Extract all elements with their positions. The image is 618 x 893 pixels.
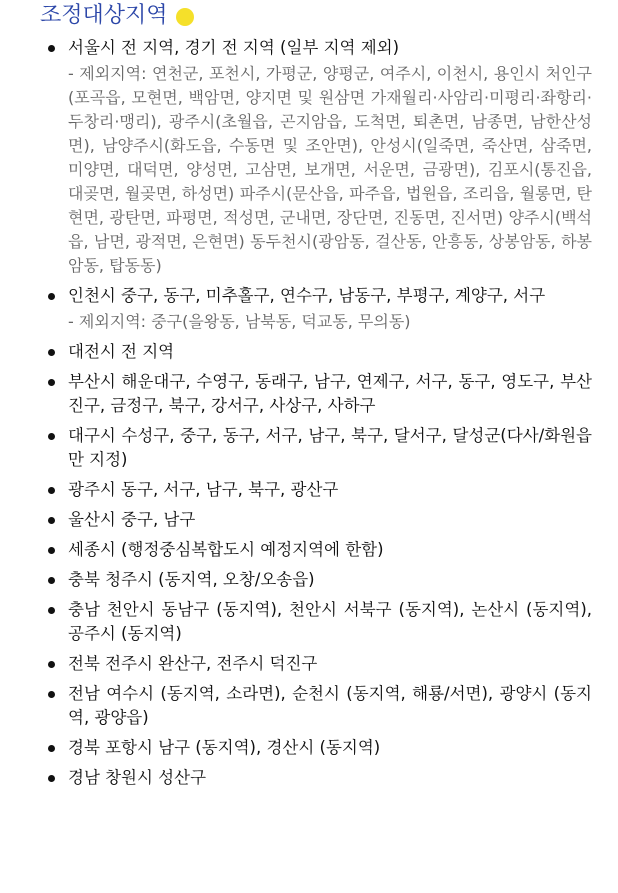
region-text: 부산시 해운대구, 수영구, 동래구, 남구, 연제구, 서구, 동구, 영도구, 부산진구, 금정구, 북구, 강서구, 사상구, 사하구 [68,372,592,415]
yellow-dot-icon [176,8,194,26]
region-text: 경남 창원시 성산구 [68,768,207,787]
region-text: 전남 여수시 (동지역, 소라면), 순천시 (동지역, 해룡/서면), 광양시 (동지역, 광양읍) [68,684,592,727]
bullet-icon [48,517,55,524]
list-item [40,508,592,532]
bullet-icon [48,547,55,554]
region-text: 충남 천안시 동남구 (동지역), 천안시 서북구 (동지역), 논산시 (동지역), 공주시 (동지역) [68,600,592,643]
region-text: 인천시 중구, 동구, 미추홀구, 연수구, 남동구, 부평구, 계양구, 서구 [68,286,546,305]
region-text: 충북 청주시 (동지역, 오창/오송읍) [68,570,315,589]
region-text: 세종시 (행정중심복합도시 예정지역에 한함) [68,540,384,559]
list-item [40,36,592,278]
excluded-areas-text: - 제외지역: 중구(을왕동, 남북동, 덕교동, 무의동) [68,312,411,331]
section-title: 조정대상지역 [40,3,168,28]
bullet-icon [48,487,55,494]
region-text: 대구시 수성구, 중구, 동구, 서구, 남구, 북구, 달서구, 달성군(다사/화원읍만 지정) [68,426,592,469]
region-text: 울산시 중구, 남구 [68,510,196,529]
list-item [40,598,592,646]
bullet-icon [48,45,55,52]
list-item [40,568,592,592]
bullet-icon [48,349,55,356]
excluded-areas-text: - 제외지역: 연천군, 포천시, 가평군, 양평군, 여주시, 이천시, 용인시 처인구(포곡읍, 모현면, 백암면, 양지면 및 원삼면 가재월리·사암리·미평리·좌항리·두창리·맹리), 광주시(초월읍, 곤지암읍, 도척면, 퇴촌면, 남종면, 남한산성면), 남양주시(화도읍, 수동면 및 조안면), 안성시(일죽면, 죽산면, 삼죽면, 미양면, 대덕면, 양성면, 고삼면, 보개면, 서운면, 금광면), 김포시(통진읍, 대곶면, 월곶면, 하성면) 파주시(문산읍, 파주읍, 법원읍, 조리읍, 월롱면, 탄현면, 광탄면, 파평면, 적성면, 군내면, 장단면, 진동면, 진서면) 양주시(백석읍, 남면, 광적면, 은현면) 동두천시(광암동, 걸산동, 안흥동, 상봉암동, 하봉암동, 탑동동) [68,64,592,275]
region-text: 경북 포항시 남구 (동지역), 경산시 (동지역) [68,738,381,757]
list-item [40,424,592,472]
list-item [40,736,592,760]
section-header [40,0,592,32]
list-item [40,478,592,502]
list-item [40,284,592,334]
bullet-icon [48,691,55,698]
list-item [40,682,592,730]
list-item [40,538,592,562]
bullet-icon [48,433,55,440]
list-item [40,370,592,418]
region-text: 서울시 전 지역, 경기 전 지역 (일부 지역 제외) [68,38,400,57]
list-item [40,766,592,790]
bullet-icon [48,661,55,668]
bullet-icon [48,607,55,614]
bullet-icon [48,379,55,386]
region-list [40,36,592,790]
list-item [40,340,592,364]
region-text: 전북 전주시 완산구, 전주시 덕진구 [68,654,318,673]
bullet-icon [48,745,55,752]
bullet-icon [48,293,55,300]
region-text: 광주시 동구, 서구, 남구, 북구, 광산구 [68,480,339,499]
bullet-icon [48,577,55,584]
bullet-icon [48,775,55,782]
region-text: 대전시 전 지역 [68,342,175,361]
list-item [40,652,592,676]
